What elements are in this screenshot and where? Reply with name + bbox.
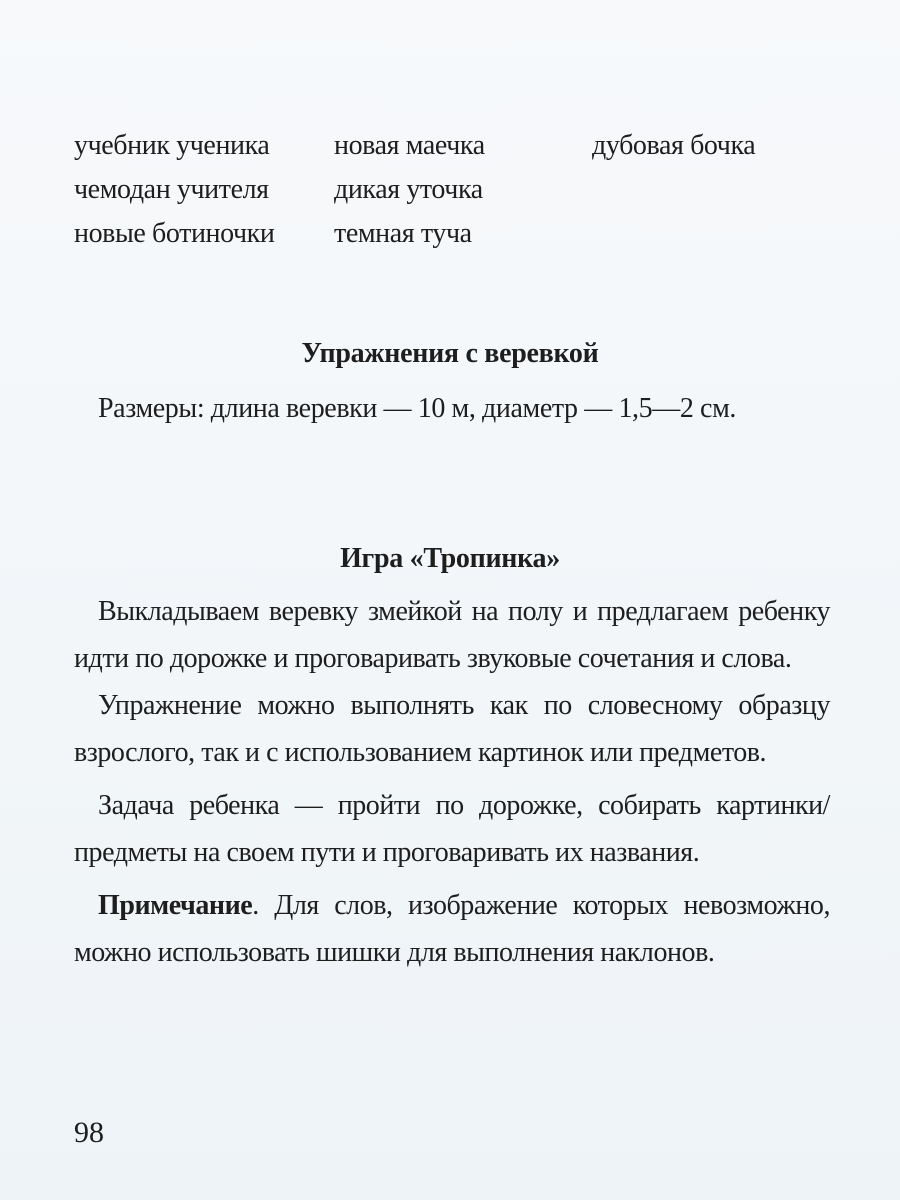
word-row [74,212,794,256]
word-row [74,124,794,168]
word-item: дубовая бочка [592,130,756,161]
section-heading: Упражнения с веревкой [301,338,599,369]
page-number: 98 [74,1116,104,1149]
word-item: дикая уточка [334,174,483,205]
word-columns [74,124,794,256]
word-row [74,168,794,212]
word-item: новые ботиночки [74,218,275,249]
game-description [74,588,830,976]
note-label: Примечание [98,890,253,921]
game-heading: Игра «Тропинка» [340,543,560,574]
word-item: темная туча [334,218,472,249]
word-item: учебник ученика [74,130,270,161]
word-item: новая маечка [334,130,485,161]
paragraph: Упражнение можно выполнять как по словесному образцу взрослого, так и с использованием картинок или предметов. [74,690,830,768]
paragraph: Выкладываем веревку змейкой на полу и предлагаем ребенку идти по дорожке и проговаривать звуковые сочетания и слова. [74,596,830,674]
word-item: чемодан учителя [74,174,269,205]
paragraph: Задача ребенка — пройти по дорожке, собирать картинки/предметы на своем пути и проговаривать их названия. [74,790,830,868]
note-paragraph [74,882,830,976]
note-text: . Для слов, изображение которых невозможно, можно использовать шишки для выполнения наклонов. [74,890,830,968]
rope-sizes: Размеры: длина веревки — 10 м, диаметр — 1,5—2 см. [98,393,736,424]
